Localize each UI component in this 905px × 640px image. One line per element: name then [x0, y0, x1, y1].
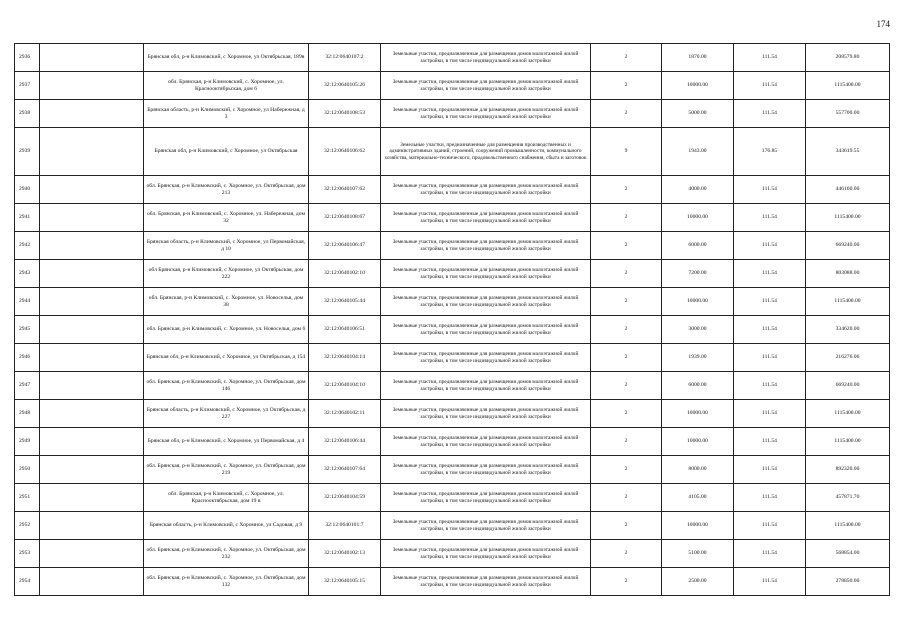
- rate-cell: 111.54: [734, 512, 806, 540]
- rate-cell: 111.54: [734, 232, 806, 260]
- group-cell: 2: [591, 484, 662, 512]
- cadastral-number-cell: 32:12:0640104:59: [309, 484, 381, 512]
- table-row: [15, 428, 890, 456]
- area-cell: 2500.00: [662, 568, 734, 596]
- page-number: 174: [876, 19, 890, 29]
- table-row: [15, 128, 890, 176]
- rate-cell: 111.54: [734, 72, 806, 100]
- land-use-cell: Земельные участки, предназначенные для размещения домов малоэтажной жилой застройки, в том числе индивидуальной жилой застройки: [381, 484, 591, 512]
- address-cell: обл. Брянская, р-н Климовский, с. Хоромное, ул. Октябрьская, дом 146: [144, 372, 309, 400]
- rate-cell: 176.85: [734, 128, 806, 176]
- rate-cell: 111.54: [734, 100, 806, 128]
- table-row: [15, 400, 890, 428]
- blank-cell: [40, 540, 144, 568]
- blank-cell: [40, 100, 144, 128]
- blank-cell: [40, 260, 144, 288]
- cadastral-value-cell: 568854.00: [806, 540, 890, 568]
- address-cell: обл. Брянская, р-н Климовский, с. Хоромное, ул. Краснооктябрьская, дом 6: [144, 72, 309, 100]
- cadastral-value-cell: 1115400.00: [806, 512, 890, 540]
- area-cell: 1939.00: [662, 344, 734, 372]
- rate-cell: 111.54: [734, 456, 806, 484]
- rate-cell: 111.54: [734, 400, 806, 428]
- land-use-cell: Земельные участки, предназначенные для размещения домов малоэтажной жилой застройки, в том числе индивидуальной жилой застройки: [381, 260, 591, 288]
- cadastral-value-cell: 334620.00: [806, 316, 890, 344]
- blank-cell: [40, 372, 144, 400]
- area-cell: 10000.00: [662, 400, 734, 428]
- cadastral-value-cell: 669240.00: [806, 232, 890, 260]
- row-number-cell: 2937: [15, 72, 40, 100]
- row-number-cell: 2941: [15, 204, 40, 232]
- cadastral-value-cell: 216276.06: [806, 344, 890, 372]
- group-cell: 2: [591, 428, 662, 456]
- rate-cell: 111.54: [734, 568, 806, 596]
- row-number-cell: 2953: [15, 540, 40, 568]
- blank-cell: [40, 512, 144, 540]
- land-use-cell: Земельные участки, предназначенные для размещения домов малоэтажной жилой застройки, в том числе индивидуальной жилой застройки: [381, 540, 591, 568]
- cadastral-number-cell: 32:12:0640106:47: [309, 232, 381, 260]
- group-cell: 2: [591, 512, 662, 540]
- cadastral-value-cell: 1115400.00: [806, 428, 890, 456]
- land-use-cell: Земельные участки, предназначенные для размещения домов малоэтажной жилой застройки, в том числе индивидуальной жилой застройки: [381, 372, 591, 400]
- land-use-cell: Земельные участки, предназначенные для размещения домов малоэтажной жилой застройки, в том числе индивидуальной жилой застройки: [381, 44, 591, 72]
- rate-cell: 111.54: [734, 288, 806, 316]
- cadastral-number-cell: 32:12:0640104:10: [309, 372, 381, 400]
- address-cell: обл Брянская, р-н Климовский, с Хоромное, ул Октябрьская, дом 222: [144, 260, 309, 288]
- table-row: [15, 344, 890, 372]
- address-cell: обл. Брянская, р-н Климовский, с. Хоромное, ул. Набережная, дом 32: [144, 204, 309, 232]
- land-use-cell: Земельные участки, предназначенные для размещения домов малоэтажной жилой застройки, в том числе индивидуальной жилой застройки: [381, 72, 591, 100]
- group-cell: 2: [591, 44, 662, 72]
- row-number-cell: 2943: [15, 260, 40, 288]
- area-cell: 10000.00: [662, 512, 734, 540]
- land-use-cell: Земельные участки, предназначенные для размещения домов малоэтажной жилой застройки, в том числе индивидуальной жилой застройки: [381, 344, 591, 372]
- land-use-cell: Земельные участки, предназначенные для размещения домов малоэтажной жилой застройки, в том числе индивидуальной жилой застройки: [381, 456, 591, 484]
- group-cell: 2: [591, 372, 662, 400]
- row-number-cell: 2939: [15, 128, 40, 176]
- cadastral-number-cell: 32:12:0640105:15: [309, 568, 381, 596]
- land-use-cell: Земельные участки, предназначенные для размещения домов малоэтажной жилой застройки, в том числе индивидуальной жилой застройки: [381, 512, 591, 540]
- address-cell: обл. Брянская, р-н Климовский, с. Хоромное, ул. Октябрьская, дом 213: [144, 176, 309, 204]
- table-row: [15, 372, 890, 400]
- table-row: [15, 204, 890, 232]
- land-use-cell: Земельные участки, предназначенные для размещения домов малоэтажной жилой застройки, в том числе индивидуальной жилой застройки: [381, 400, 591, 428]
- area-cell: 7200.00: [662, 260, 734, 288]
- cadastral-number-cell: 32:12:0640108:67: [309, 204, 381, 232]
- row-number-cell: 2940: [15, 176, 40, 204]
- cadastral-value-cell: 669240.00: [806, 372, 890, 400]
- group-cell: 2: [591, 260, 662, 288]
- row-number-cell: 2942: [15, 232, 40, 260]
- row-number-cell: 2948: [15, 400, 40, 428]
- address-cell: обл. Брянская, р-н Климовский, с. Хоромное, ул. Октябрьская, дом 219: [144, 456, 309, 484]
- area-cell: 5100.00: [662, 540, 734, 568]
- blank-cell: [40, 400, 144, 428]
- land-use-cell: Земельные участки, предназначенные для размещения домов малоэтажной жилой застройки, в том числе индивидуальной жилой застройки: [381, 568, 591, 596]
- blank-cell: [40, 128, 144, 176]
- rate-cell: 111.54: [734, 344, 806, 372]
- blank-cell: [40, 456, 144, 484]
- cadastral-number-cell: 32:12:0640106:51: [309, 316, 381, 344]
- row-number-cell: 2945: [15, 316, 40, 344]
- cadastral-number-cell: 32:12:0640102:11: [309, 400, 381, 428]
- land-use-cell: Земельные участки, предназначенные для размещения домов малоэтажной жилой застройки, в том числе индивидуальной жилой застройки: [381, 232, 591, 260]
- rate-cell: 111.54: [734, 372, 806, 400]
- cadastral-number-cell: 32:12:0640107:62: [309, 176, 381, 204]
- blank-cell: [40, 72, 144, 100]
- row-number-cell: 2936: [15, 44, 40, 72]
- address-cell: Брянская обл, р-н Климовский, с Хоромное, ул Октябрьская, 189в: [144, 44, 309, 72]
- row-number-cell: 2944: [15, 288, 40, 316]
- address-cell: обл. Брянская, р-н Климовский, с. Хоромное, ул. Новоселья, дом 38: [144, 288, 309, 316]
- rate-cell: 111.54: [734, 176, 806, 204]
- address-cell: обл. Брянская, р-н Климовский, с. Хоромное, ул. Октябрьская, дом 232: [144, 540, 309, 568]
- area-cell: 10000.00: [662, 288, 734, 316]
- blank-cell: [40, 568, 144, 596]
- area-cell: 1870.00: [662, 44, 734, 72]
- table-row: [15, 176, 890, 204]
- table-row: [15, 72, 890, 100]
- area-cell: 6000.00: [662, 372, 734, 400]
- land-use-cell: Земельные участки, предназначенные для размещения домов малоэтажной жилой застройки, в том числе индивидуальной жилой застройки: [381, 176, 591, 204]
- group-cell: 2: [591, 344, 662, 372]
- table-row: [15, 540, 890, 568]
- group-cell: 2: [591, 540, 662, 568]
- row-number-cell: 2954: [15, 568, 40, 596]
- cadastral-value-cell: 278850.00: [806, 568, 890, 596]
- area-cell: 10000.00: [662, 204, 734, 232]
- table-row: [15, 288, 890, 316]
- group-cell: 2: [591, 400, 662, 428]
- area-cell: 5000.00: [662, 100, 734, 128]
- table-row: [15, 44, 890, 72]
- rate-cell: 111.54: [734, 260, 806, 288]
- table-row: [15, 316, 890, 344]
- blank-cell: [40, 428, 144, 456]
- rate-cell: 111.54: [734, 484, 806, 512]
- blank-cell: [40, 484, 144, 512]
- address-cell: обл. Брянская, р-н Климовский, с. Хоромное, ул. Октябрьская, дом 132: [144, 568, 309, 596]
- cadastral-number-cell: 32:12:0640105:44: [309, 288, 381, 316]
- group-cell: 2: [591, 232, 662, 260]
- address-cell: Брянская область, р-н Климовский, с Хоромное, ул Набережная, д 3: [144, 100, 309, 128]
- blank-cell: [40, 232, 144, 260]
- address-cell: Брянская область, р-н Климовский, с Хоромное, ул Первомайская, д 10: [144, 232, 309, 260]
- row-number-cell: 2950: [15, 456, 40, 484]
- area-cell: 1943.00: [662, 128, 734, 176]
- group-cell: 2: [591, 204, 662, 232]
- cadastral-number-cell: 32:12:0640101:7: [309, 512, 381, 540]
- cadastral-number-cell: 32:12:0640108:53: [309, 100, 381, 128]
- cadastral-value-cell: 343619.55: [806, 128, 890, 176]
- table-row: [15, 260, 890, 288]
- cadastral-number-cell: 32:12:0640102:13: [309, 540, 381, 568]
- cadastral-value-cell: 1115400.00: [806, 288, 890, 316]
- group-cell: 2: [591, 72, 662, 100]
- land-use-cell: Земельные участки, предназначенные для размещения домов малоэтажной жилой застройки, в том числе индивидуальной жилой застройки: [381, 204, 591, 232]
- rate-cell: 111.54: [734, 204, 806, 232]
- row-number-cell: 2949: [15, 428, 40, 456]
- cadastral-number-cell: 32:12:0640107:64: [309, 456, 381, 484]
- land-use-cell: Земельные участки, предназначенные для размещения домов малоэтажной жилой застройки, в том числе индивидуальной жилой застройки: [381, 428, 591, 456]
- area-cell: 6000.00: [662, 232, 734, 260]
- area-cell: 8000.00: [662, 456, 734, 484]
- cadastral-number-cell: 32:12:0640106:44: [309, 428, 381, 456]
- area-cell: 4105.00: [662, 484, 734, 512]
- rate-cell: 111.54: [734, 316, 806, 344]
- address-cell: обл. Брянская, р-н Климовский, с. Хоромное, ул. Краснооктябрьская, дом 19 в: [144, 484, 309, 512]
- table-row: [15, 232, 890, 260]
- table-row: [15, 100, 890, 128]
- address-cell: Брянская обл, р-н Климовский, с Хоромное, ул Октябрьская: [144, 128, 309, 176]
- land-use-cell: Земельные участки, предназначенные для размещения домов малоэтажной жилой застройки, в том числе индивидуальной жилой застройки: [381, 100, 591, 128]
- address-cell: Брянская область, р-н Климовский, с Хоромное, ул Садовая, д 9: [144, 512, 309, 540]
- cadastral-value-cell: 557700.00: [806, 100, 890, 128]
- land-use-cell: Земельные участки, предназначенные для размещения производственных и административных зданий, строений, сооружений промышленности, коммунального хозяйства, материально-технического, продовольственного снабжения, сбыта и заготовок: [381, 128, 591, 176]
- address-cell: обл. Брянская, р-н Климовский, с. Хоромное, ул. Новоселья, дом 6: [144, 316, 309, 344]
- area-cell: 10000.00: [662, 72, 734, 100]
- cadastral-number-cell: 32:12:0640107:2: [309, 44, 381, 72]
- cadastral-value-table: [14, 43, 890, 596]
- blank-cell: [40, 288, 144, 316]
- cadastral-value-cell: 803088.00: [806, 260, 890, 288]
- group-cell: 2: [591, 288, 662, 316]
- cadastral-value-cell: 1115400.00: [806, 204, 890, 232]
- cadastral-number-cell: 32:12:0640105:26: [309, 72, 381, 100]
- address-cell: Брянская область, р-н Климовский, с Хоромное, ул Октябрьская, д 227: [144, 400, 309, 428]
- blank-cell: [40, 316, 144, 344]
- rate-cell: 111.54: [734, 540, 806, 568]
- row-number-cell: 2946: [15, 344, 40, 372]
- group-cell: 2: [591, 456, 662, 484]
- table-row: [15, 456, 890, 484]
- cadastral-number-cell: 32:12:0640102:10: [309, 260, 381, 288]
- area-cell: 3000.00: [662, 316, 734, 344]
- cadastral-number-cell: 32:12:0640104:14: [309, 344, 381, 372]
- blank-cell: [40, 176, 144, 204]
- cadastral-value-cell: 1115400.00: [806, 72, 890, 100]
- group-cell: 2: [591, 316, 662, 344]
- land-use-cell: Земельные участки, предназначенные для размещения домов малоэтажной жилой застройки, в том числе индивидуальной жилой застройки: [381, 316, 591, 344]
- area-cell: 4000.00: [662, 176, 734, 204]
- cadastral-number-cell: 32:12:0640106:62: [309, 128, 381, 176]
- table-row: [15, 512, 890, 540]
- group-cell: 2: [591, 100, 662, 128]
- table-row: [15, 568, 890, 596]
- cadastral-value-cell: 457871.70: [806, 484, 890, 512]
- rate-cell: 111.54: [734, 428, 806, 456]
- row-number-cell: 2938: [15, 100, 40, 128]
- row-number-cell: 2952: [15, 512, 40, 540]
- area-cell: 10000.00: [662, 428, 734, 456]
- table-row: [15, 484, 890, 512]
- cadastral-value-cell: 1115400.00: [806, 400, 890, 428]
- land-use-cell: Земельные участки, предназначенные для размещения домов малоэтажной жилой застройки, в том числе индивидуальной жилой застройки: [381, 288, 591, 316]
- group-cell: 2: [591, 568, 662, 596]
- address-cell: Брянская обл, р-н Климовский, с Хоромное, ул Октябрьская, д 154: [144, 344, 309, 372]
- rate-cell: 111.54: [734, 44, 806, 72]
- cadastral-value-cell: 892320.00: [806, 456, 890, 484]
- cadastral-value-cell: 446160.00: [806, 176, 890, 204]
- group-cell: 2: [591, 176, 662, 204]
- group-cell: 9: [591, 128, 662, 176]
- row-number-cell: 2947: [15, 372, 40, 400]
- row-number-cell: 2951: [15, 484, 40, 512]
- blank-cell: [40, 44, 144, 72]
- blank-cell: [40, 344, 144, 372]
- address-cell: Брянская обл, р-н Климовский, с Хоромное, ул Первомайская, д 4: [144, 428, 309, 456]
- cadastral-value-cell: 208579.80: [806, 44, 890, 72]
- blank-cell: [40, 204, 144, 232]
